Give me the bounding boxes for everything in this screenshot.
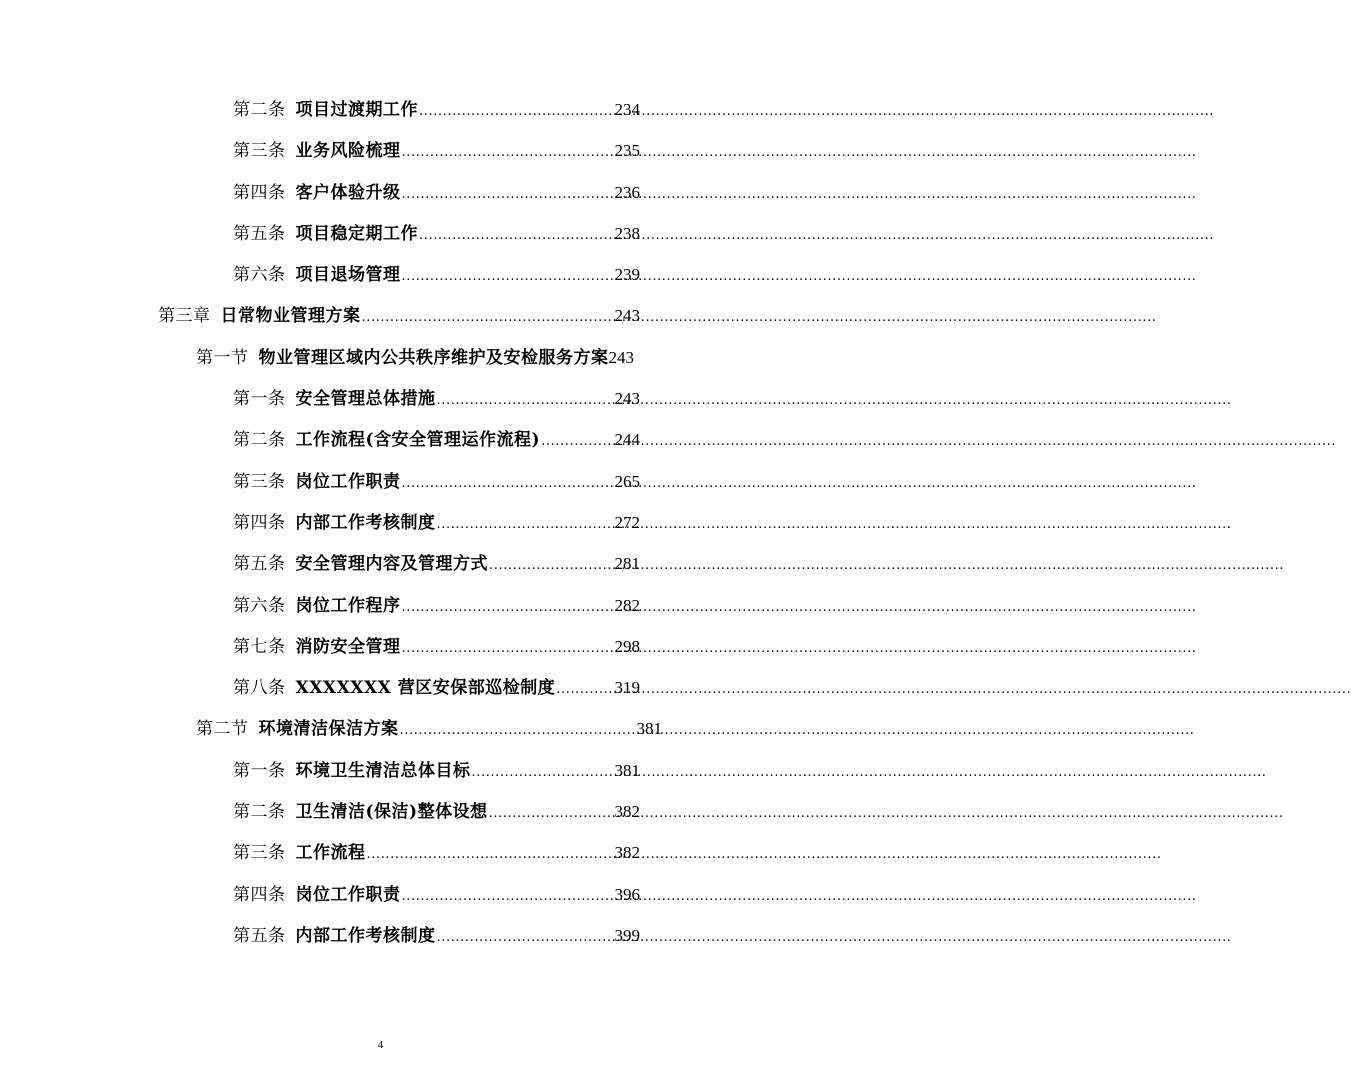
toc-entry-title: 消防安全管理 [295,636,401,657]
toc-entry-page: 281 [614,554,640,574]
toc-entry[interactable] [0,97,761,138]
toc-entry-title: 项目退场管理 [295,265,401,286]
toc-entry[interactable] [0,469,761,510]
toc-entry-number: 第六条 [233,595,286,616]
toc-entry-page: 399 [614,925,640,945]
toc-entry-number: 第二条 [233,100,286,120]
toc-entry[interactable] [0,262,761,303]
toc-leader-dots [437,512,614,538]
toc-entry-page: 381 [636,719,662,739]
toc-leader-dots [402,595,614,621]
toc-entry-title: 项目过渡期工作 [295,100,418,120]
toc-leader-dots [556,677,613,703]
toc-entry-number: 第一条 [233,760,286,781]
toc-entry-title: 内部工作考核制度 [295,512,436,533]
toc-entry-title: 工作流程(含安全管理运作流程) [295,430,541,451]
toc-entry-page: 272 [614,512,640,532]
toc-entry-title: 岗位工作职责 [295,884,401,905]
toc-entry-number: 第二条 [233,430,286,451]
toc-entry-page: 236 [614,182,640,202]
toc-leader-dots [437,388,614,414]
toc-entry[interactable] [0,593,761,634]
toc-entry-title: 环境卫生清洁总体目标 [295,760,471,781]
toc-entry-number: 第五条 [233,223,286,244]
toc-entry-page: 243 [608,347,634,367]
toc-entry-title: 日常物业管理方案 [220,306,361,327]
toc-leader-dots [402,140,614,166]
toc-entry-title: XXXXXXX 营区安保部巡检制度 [295,678,556,699]
toc-leader-dots [402,264,614,290]
toc-entry-number: 第五条 [233,925,286,946]
toc-entry-title: 岗位工作职责 [295,471,401,492]
toc-entry-page: 243 [614,306,640,326]
toc-entry-page: 381 [614,760,640,780]
toc-leader-dots [437,925,614,951]
toc-entry-number: 第三条 [233,843,286,864]
toc-entry-page: 396 [614,884,640,904]
toc-leader-dots [402,182,614,208]
toc-entry-number: 第八条 [233,678,286,699]
toc-entry-number: 第四条 [233,182,286,203]
toc-entry-page: 282 [614,595,640,615]
toc-entry[interactable] [0,840,761,881]
table-of-contents [0,97,761,964]
toc-entry-page: 265 [614,471,640,491]
toc-entry-number: 第五条 [233,554,286,575]
toc-leader-dots [402,884,614,910]
toc-entry[interactable] [0,758,761,799]
toc-entry-number: 第一条 [233,389,286,410]
toc-leader-dots [402,471,614,497]
toc-entry-number: 第四条 [233,512,286,533]
toc-leader-dots [489,553,614,579]
toc-entry-title: 物业管理区域内公共秩序维护及安检服务方案 [258,347,609,368]
toc-entry-title: 内部工作考核制度 [295,925,436,946]
toc-leader-dots [400,718,636,744]
toc-leader-dots [489,801,614,827]
toc-entry-number: 第二条 [233,802,286,823]
toc-leader-dots [419,99,614,125]
toc-leader-dots [419,223,614,249]
toc-entry-page: 238 [614,223,640,243]
toc-entry-page: 243 [614,389,640,409]
toc-entry-page: 235 [614,141,640,161]
toc-entry[interactable] [0,510,761,551]
toc-entry-title: 环境清洁保洁方案 [258,719,399,740]
toc-entry-number: 第三条 [233,471,286,492]
toc-entry-title: 卫生清洁(保洁)整体设想 [295,802,488,823]
toc-entry-page: 244 [614,430,640,450]
toc-entry[interactable] [0,551,761,592]
toc-entry-title: 项目稳定期工作 [295,223,418,244]
page-number: 4 [377,1039,384,1051]
toc-entry[interactable] [0,799,761,840]
toc-entry-number: 第三章 [158,306,211,327]
toc-leader-dots [362,305,614,331]
toc-entry[interactable] [0,180,761,221]
toc-section-entry[interactable] [0,345,761,386]
toc-leader-dots [367,842,614,868]
toc-entry-title: 工作流程 [295,843,366,864]
toc-entry[interactable] [0,138,761,179]
toc-leader-dots [402,636,614,662]
toc-entry[interactable] [0,386,761,427]
toc-entry-number: 第七条 [233,636,286,657]
toc-chapter-entry[interactable] [0,303,761,344]
toc-entry-number: 第四条 [233,884,286,905]
toc-entry[interactable] [0,882,761,923]
toc-entry-page: 382 [614,802,640,822]
toc-entry[interactable] [0,427,761,468]
toc-entry-title: 岗位工作程序 [295,595,401,616]
toc-entry-title: 安全管理总体措施 [295,389,436,410]
toc-entry-page: 239 [614,265,640,285]
toc-entry-number: 第一节 [196,347,249,368]
toc-entry[interactable] [0,634,761,675]
toc-entry-title: 安全管理内容及管理方式 [295,554,488,575]
toc-section-entry[interactable] [0,716,761,757]
toc-entry-page: 319 [614,678,640,698]
toc-entry-title: 客户体验升级 [295,182,401,203]
toc-entry[interactable] [0,221,761,262]
toc-entry-number: 第六条 [233,265,286,286]
toc-entry-title: 业务风险梳理 [295,141,401,162]
toc-entry-page: 298 [614,636,640,656]
toc-leader-dots [472,760,614,786]
toc-entry-number: 第三条 [233,141,286,162]
toc-entry[interactable] [0,923,761,964]
toc-entry-page: 382 [614,843,640,863]
toc-entry-number: 第二节 [196,719,249,740]
toc-entry[interactable] [0,675,761,716]
toc-entry-page: 234 [614,100,640,119]
toc-leader-dots [541,429,613,455]
